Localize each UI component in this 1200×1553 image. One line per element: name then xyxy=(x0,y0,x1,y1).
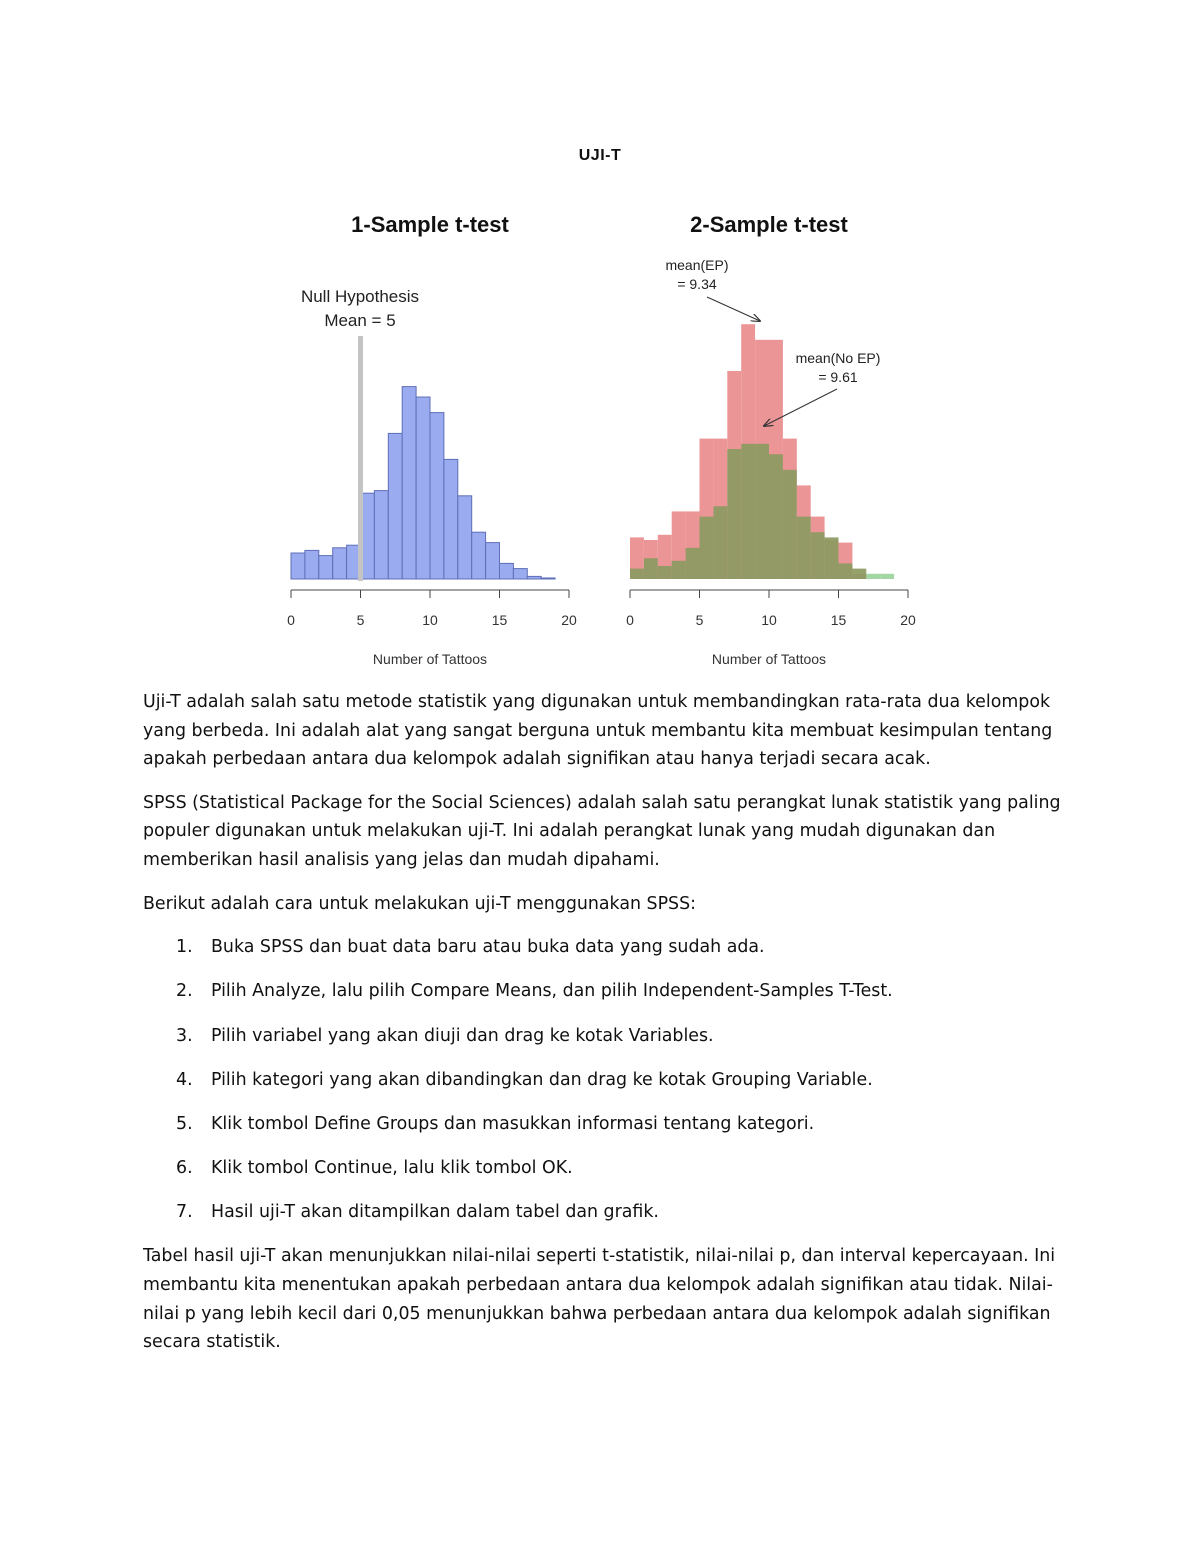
histogram-bar xyxy=(500,563,514,579)
histogram-bar-no-ep xyxy=(755,444,769,579)
list-item xyxy=(143,1022,1063,1051)
paragraph-steps-intro: Berikut adalah cara untuk melakukan uji-T menggunakan SPSS: xyxy=(143,893,696,914)
histogram-bar-no-ep xyxy=(630,569,644,579)
histogram-bar xyxy=(458,496,472,579)
x-tick-label: 20 xyxy=(900,612,916,628)
list-item xyxy=(143,933,1063,962)
list-item xyxy=(143,1154,1063,1183)
mean-ep-arrow xyxy=(707,297,760,321)
chart2-xlabel: Number of Tattoos xyxy=(711,651,827,667)
histogram-bar-no-ep xyxy=(741,444,755,579)
histogram-bar-no-ep xyxy=(852,569,866,579)
list-item xyxy=(143,1110,1063,1139)
histogram-bar xyxy=(291,553,305,579)
histogram-bar-no-ep xyxy=(839,563,853,579)
x-tick-label: 5 xyxy=(695,612,704,628)
histogram-bar-no-ep xyxy=(783,470,797,579)
chart2-title: 2-Sample t-test xyxy=(690,212,848,237)
step-text: Buka SPSS dan buat data baru atau buka data yang sudah ada. xyxy=(211,937,765,958)
histogram-bar-no-ep xyxy=(811,532,825,579)
histogram-bar xyxy=(486,543,500,579)
step-text: Hasil uji-T akan ditampilkan dalam tabel dan grafik. xyxy=(211,1202,659,1223)
histogram-bar-no-ep xyxy=(713,506,727,579)
paragraph-intro: Uji-T adalah salah satu metode statistik yang digunakan untuk membandingkan rata-rata dua kelompok yang berbeda. Ini adalah alat yang sangat berguna untuk membantu kita membuat kesimpulan tentang apakah perbedaan antara dua kelompok adalah signifikan atau hanya terjadi secara acak. xyxy=(143,692,1053,770)
histogram-bar xyxy=(416,397,430,579)
step-number: 4. xyxy=(176,1069,193,1090)
x-tick-label: 10 xyxy=(422,612,438,628)
histogram-bar xyxy=(472,532,486,579)
list-item xyxy=(143,1066,1063,1095)
histogram-bar-no-ep xyxy=(880,574,894,579)
x-tick-label: 5 xyxy=(356,612,365,628)
histogram-bar-no-ep xyxy=(727,449,741,579)
step-text: Klik tombol Continue, lalu klik tombol OK. xyxy=(211,1158,573,1179)
histogram-bar xyxy=(541,578,555,579)
histogram-figure xyxy=(270,195,940,675)
histogram-bar xyxy=(374,491,388,579)
step-number: 5. xyxy=(176,1113,193,1134)
step-text: Klik tombol Define Groups dan masukkan informasi tentang kategori. xyxy=(211,1113,815,1134)
x-tick-label: 15 xyxy=(491,612,508,628)
x-tick-label: 0 xyxy=(287,612,295,628)
list-item xyxy=(143,977,1063,1006)
histogram-bar xyxy=(527,576,541,579)
step-text: Pilih variabel yang akan diuji dan drag ke kotak Variables. xyxy=(211,1025,714,1046)
histogram-bar-no-ep xyxy=(644,558,658,579)
histogram-bar-no-ep xyxy=(825,537,839,579)
paragraph-spss: SPSS (Statistical Package for the Social Sciences) adalah salah satu perangkat lunak statistik yang paling populer digunakan untuk melakukan uji-T. Ini adalah perangkat lunak yang mudah digunakan dan memberikan hasil analisis yang jelas dan mudah dipahami. xyxy=(143,792,1061,870)
step-number: 6. xyxy=(176,1158,193,1179)
step-text: Pilih Analyze, lalu pilih Compare Means, dan pilih Independent-Samples T-Test. xyxy=(211,981,893,1002)
step-text: Pilih kategori yang akan dibandingkan dan drag ke kotak Grouping Variable. xyxy=(211,1069,873,1090)
x-tick-label: 0 xyxy=(626,612,634,628)
mean-ep-value: = 9.34 xyxy=(677,276,717,292)
histogram-bar-no-ep xyxy=(797,517,811,579)
step-number: 1. xyxy=(176,937,193,958)
histogram-bar xyxy=(430,413,444,579)
mean-no-ep-value: = 9.61 xyxy=(818,369,858,385)
x-tick-label: 20 xyxy=(561,612,577,628)
step-number: 2. xyxy=(176,981,193,1002)
histogram-bar xyxy=(319,556,333,579)
histogram-bar-no-ep xyxy=(700,517,714,579)
step-number: 7. xyxy=(176,1202,193,1223)
histogram-bar xyxy=(388,433,402,579)
x-tick-label: 10 xyxy=(761,612,777,628)
histogram-bar xyxy=(305,550,319,579)
x-tick-label: 15 xyxy=(830,612,847,628)
document-body xyxy=(143,688,1063,1372)
histogram-bar-no-ep xyxy=(866,574,880,579)
mean-ep-label: mean(EP) xyxy=(665,257,729,273)
mean-no-ep-label: mean(No EP) xyxy=(795,350,881,366)
chart1-title: 1-Sample t-test xyxy=(351,212,509,237)
step-number: 3. xyxy=(176,1025,193,1046)
document-title: UJI-T xyxy=(578,147,622,164)
histogram-bar-no-ep xyxy=(658,566,672,579)
chart1-xlabel: Number of Tattoos xyxy=(372,651,488,667)
null-hypothesis-label: Null Hypothesis xyxy=(300,287,420,306)
steps-list xyxy=(143,933,1063,1227)
histogram-bar xyxy=(444,459,458,579)
histogram-bar-no-ep xyxy=(769,454,783,579)
histogram-bar-no-ep xyxy=(672,561,686,579)
histogram-bar xyxy=(402,387,416,579)
list-item xyxy=(143,1198,1063,1227)
histogram-bar-no-ep xyxy=(686,548,700,579)
paragraph-closing: Tabel hasil uji-T akan menunjukkan nilai-nilai seperti t-statistik, nilai-nilai p, dan interval kepercayaan. Ini membantu kita menentukan apakah perbedaan antara dua kelompok adalah signifikan atau tidak. Nilai-nilai p yang lebih kecil dari 0,05 menunjukkan bahwa perbedaan antara dua kelompok adalah signifikan secara statistik. xyxy=(143,1246,1056,1353)
t-test-figure xyxy=(270,195,940,675)
histogram-bar xyxy=(513,569,527,579)
histogram-bar xyxy=(333,548,347,579)
null-mean-label: Mean = 5 xyxy=(324,311,396,330)
